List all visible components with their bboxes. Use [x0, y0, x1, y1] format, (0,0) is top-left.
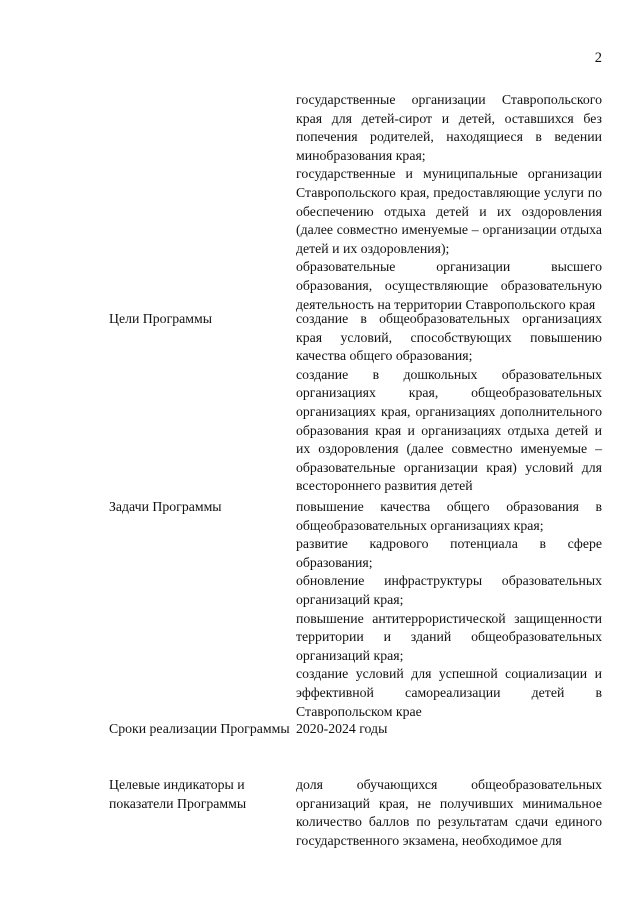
goals-content	[296, 310, 602, 496]
tasks-paragraph-5: создание условий для успешной социализации и эффективной самореализации детей в Ставропольском крае	[296, 666, 602, 719]
intro-paragraph-2: государственные и муниципальные организации Ставропольского края, предоставляющие услуги по обеспечению отдыха детей и их оздоровления (далее совместно именуемые – организации отдыха детей и их оздоровления);	[296, 166, 602, 256]
intro-paragraph-3: образовательные организации высшего образования, осуществляющие образовательную деятельность на территории Ставропольского края	[296, 259, 602, 312]
terms-value: 2020-2024 годы	[296, 721, 388, 736]
page-number: 2	[594, 50, 602, 66]
terms-label: Сроки реализации Программы	[109, 721, 290, 736]
indicators-paragraph-1: доля обучающихся общеобразовательных организаций края, не получивших минимальное количество баллов по результатам сдачи единого государственного экзамена, необходимое для	[296, 777, 602, 848]
indicators-label: Целевые индикаторы и показатели Программы	[109, 777, 247, 811]
intro-content	[296, 91, 602, 314]
intro-paragraph-1: государственные организации Ставропольского края для детей-сирот и детей, оставшихся без попечения родителей, находящиеся в ведении минобразования края;	[296, 92, 602, 163]
tasks-label: Задачи Программы	[109, 499, 222, 514]
tasks-content	[296, 498, 602, 721]
goals-paragraph-1: создание в общеобразовательных организациях края условий, способствующих повышению качества общего образования;	[296, 311, 602, 364]
goals-paragraph-2: создание в дошкольных образовательных организациях края, общеобразовательных организациях края, организациях дополнительного образования края и организациях отдыха детей и их оздоровления (далее совместно именуемые – образовательные организации края) условий для всестороннего развития детей	[296, 366, 602, 494]
terms-content	[296, 720, 602, 739]
tasks-paragraph-3: обновление инфраструктуры образовательных организаций края;	[296, 573, 602, 607]
goals-label: Цели Программы	[109, 311, 212, 326]
indicators-content	[296, 776, 602, 850]
tasks-paragraph-1: повышение качества общего образования в общеобразовательных организациях края;	[296, 499, 602, 533]
tasks-paragraph-2: развитие кадрового потенциала в сфере образования;	[296, 536, 602, 570]
tasks-paragraph-4: повышение антитеррористической защищенности территории и зданий общеобразовательных организаций края;	[296, 610, 602, 663]
